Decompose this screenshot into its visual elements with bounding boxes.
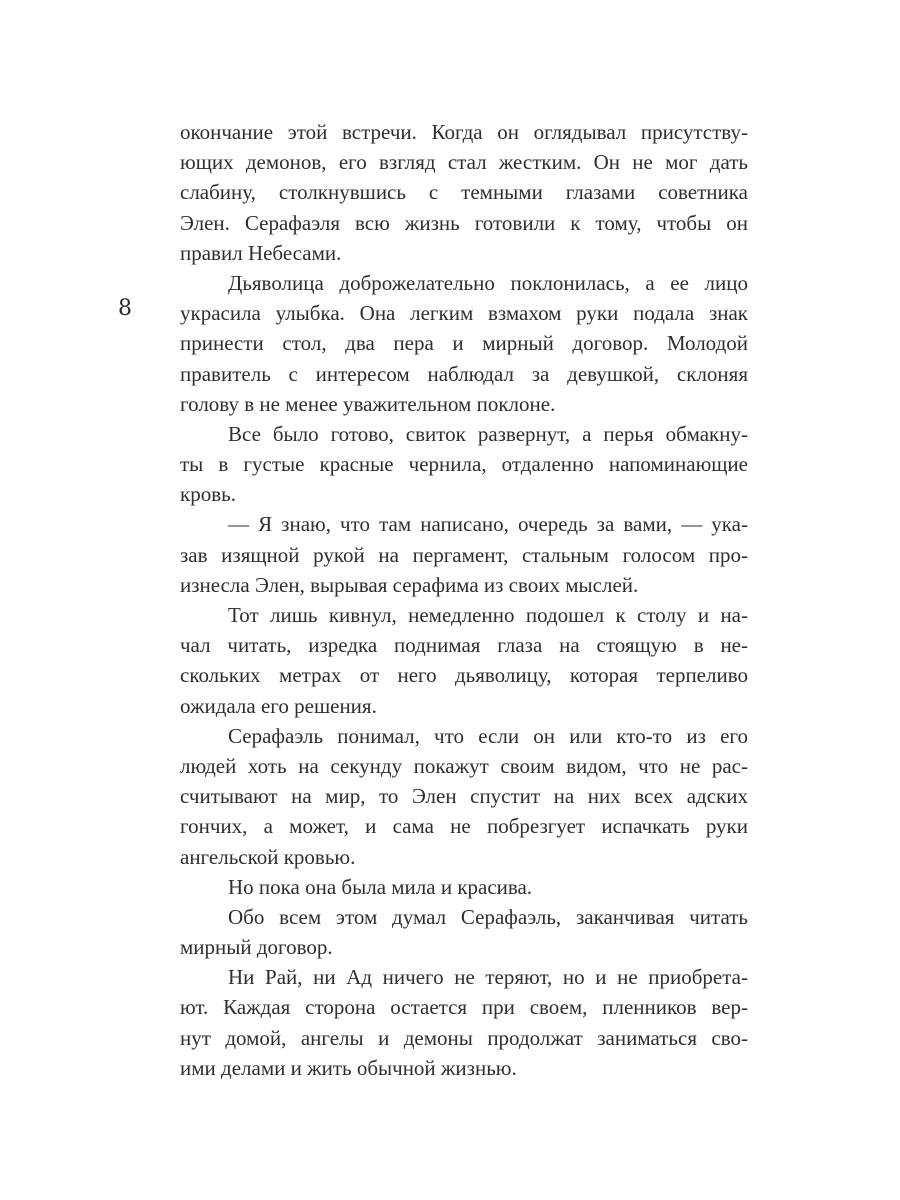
text-line: Серафаэль понимал, что если он или кто-то из его bbox=[228, 723, 748, 748]
text-line: ют. Каждая сторона остается при своем, пленников вер- bbox=[180, 995, 748, 1020]
text-line: ожидала его решения. bbox=[180, 693, 377, 718]
text-line: людей хоть на секунду покажут своим видом, что не рас- bbox=[180, 753, 748, 778]
text-line: — Я знаю, что там написано, очередь за вами, — ука- bbox=[228, 512, 748, 537]
text-line: ющих демонов, его взгляд стал жестким. Он не мог дать bbox=[180, 150, 748, 175]
text-line: Но пока она была мила и красива. bbox=[228, 874, 533, 899]
text-line: считывают на мир, то Элен спустит на них всех адских bbox=[180, 784, 748, 809]
text-line: ангельской кровью. bbox=[180, 844, 356, 869]
text-line: принести стол, два пера и мирный договор. Молодой bbox=[180, 331, 748, 356]
text-line: Все было готово, свиток развернут, а перья обмакну- bbox=[228, 421, 748, 446]
text-line: зав изящной рукой на пергамент, стальным голосом про- bbox=[180, 542, 748, 567]
text-line: украсила улыбка. Она легким взмахом руки подала знак bbox=[180, 301, 748, 326]
text-line: Тот лишь кивнул, немедленно подошел к столу и на- bbox=[228, 603, 748, 627]
text-line: Элен. Серафаэля всю жизнь готовили к тому, чтобы он bbox=[180, 210, 748, 235]
text-line: ими делами и жить обычной жизнью. bbox=[180, 1055, 517, 1080]
text-line: Дьяволица доброжелательно поклонилась, а ее лицо bbox=[228, 270, 748, 295]
text-line: кровь. bbox=[180, 482, 236, 507]
text-line: голову в не менее уважительном поклоне. bbox=[180, 391, 556, 416]
text-line: гончих, а может, и сама не побрезгует испачкать руки bbox=[180, 814, 748, 839]
text-line: изнесла Элен, вырывая серафима из своих мыслей. bbox=[180, 572, 639, 597]
text-line: нут домой, ангелы и демоны продолжат заниматься сво- bbox=[180, 1025, 748, 1050]
page-number: 8 bbox=[118, 296, 132, 321]
text-line: мирный договор. bbox=[180, 935, 333, 960]
text-line: окончание этой встречи. Когда он оглядывал присутству- bbox=[180, 120, 748, 144]
text-line: правитель с интересом наблюдал за девушкой, склоняя bbox=[180, 361, 748, 386]
text-line: скольких метрах от него дьяволицу, которая терпеливо bbox=[180, 663, 748, 688]
text-line: чал читать, изредка поднимая глаза на стоящую в не- bbox=[180, 633, 748, 658]
text-line: Обо всем этом думал Серафаэль, заканчивая читать bbox=[228, 904, 748, 929]
text-line: слабину, столкнувшись с темными глазами советника bbox=[180, 180, 748, 205]
text-line: правил Небесами. bbox=[180, 240, 342, 265]
text-line: Ни Рай, ни Ад ничего не теряют, но и не приобрета- bbox=[228, 965, 748, 990]
text-line: ты в густые красные чернила, отдаленно напоминающие bbox=[180, 452, 748, 477]
body-text bbox=[180, 117, 748, 1083]
